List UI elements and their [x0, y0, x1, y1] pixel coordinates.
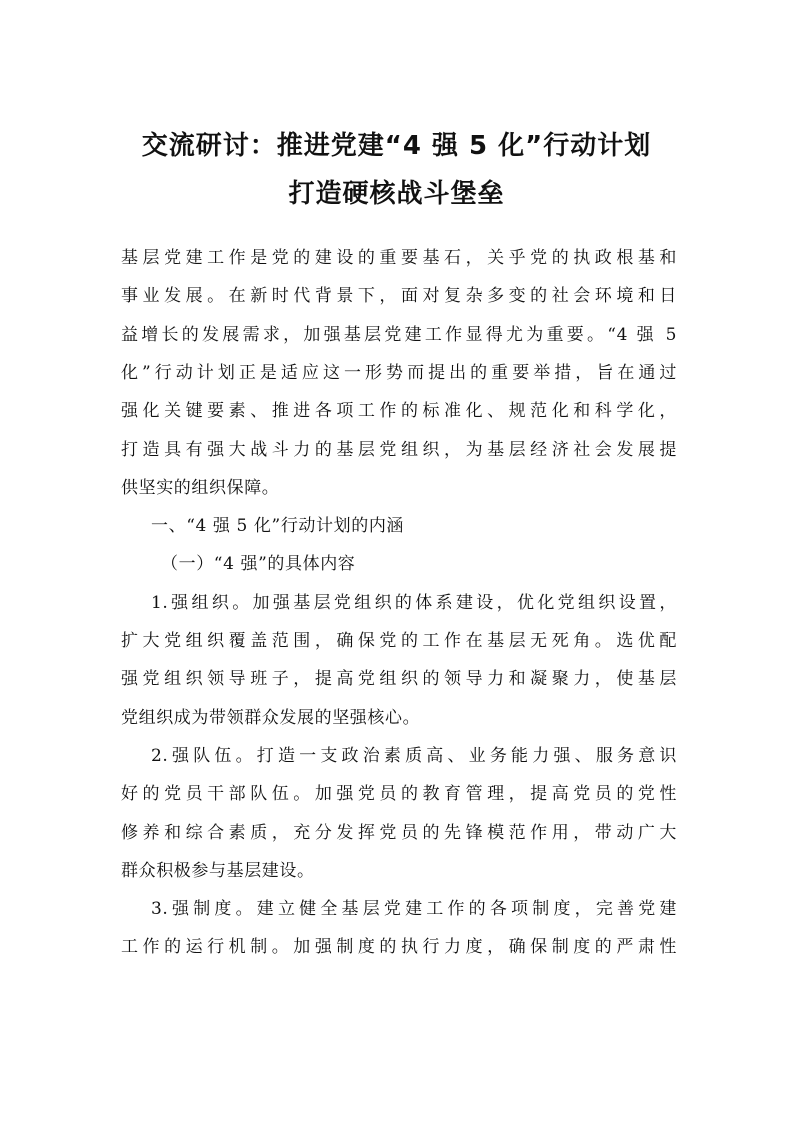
paragraph-line: 群众积极参与基层建设。: [121, 860, 315, 881]
paragraph-line: 工作的运行机制。加强制度的执行力度，确保制度的严肃性: [121, 937, 677, 958]
paragraph-line: 好的党员干部队伍。加强党员的教育管理，提高党员的党性: [121, 784, 677, 805]
subsection-heading: （一）“4 强”的具体内容: [161, 554, 356, 575]
paragraph-line: 1.强组织。加强基层党组织的体系建设，优化党组织设置，: [151, 592, 677, 613]
paragraph-line: 党组织成为带领群众发展的坚强核心。: [121, 707, 421, 728]
paragraph-line: 2.强队伍。打造一支政治素质高、业务能力强、服务意识: [151, 745, 677, 766]
paragraph-line: 打造具有强大战斗力的基层党组织，为基层经济社会发展提: [121, 439, 677, 460]
paragraph-line: 事业发展。在新时代背景下，面对复杂多变的社会环境和日: [121, 286, 677, 307]
paragraph-line: 化”行动计划正是适应这一形势而提出的重要举措，旨在通过: [121, 362, 677, 383]
paragraph-line: 3.强制度。建立健全基层党建工作的各项制度，完善党建: [151, 899, 677, 920]
paragraph-line: 供坚实的组织保障。: [121, 477, 280, 498]
section-heading: 一、“4 强 5 化”行动计划的内涵: [151, 516, 405, 537]
paragraph-line: 基层党建工作是党的建设的重要基石，关乎党的执政根基和: [121, 248, 677, 268]
document-title-line2: 打造硬核战斗堡垒: [288, 179, 505, 209]
paragraph-line: 扩大党组织覆盖范围，确保党的工作在基层无死角。选优配: [121, 631, 677, 651]
paragraph-line: 强化关键要素、推进各项工作的标准化、规范化和科学化，: [121, 401, 677, 422]
paragraph-line: 修养和综合素质，充分发挥党员的先锋模范作用，带动广大: [121, 822, 677, 843]
paragraph-line: 益增长的发展需求，加强基层党建工作显得尤为重要。“4 强 5: [121, 324, 677, 345]
document-title-line1: 交流研讨：推进党建“4 强 5 化”行动计划: [141, 131, 652, 161]
paragraph-line: 强党组织领导班子，提高党组织的领导力和凝聚力，使基层: [121, 669, 677, 690]
